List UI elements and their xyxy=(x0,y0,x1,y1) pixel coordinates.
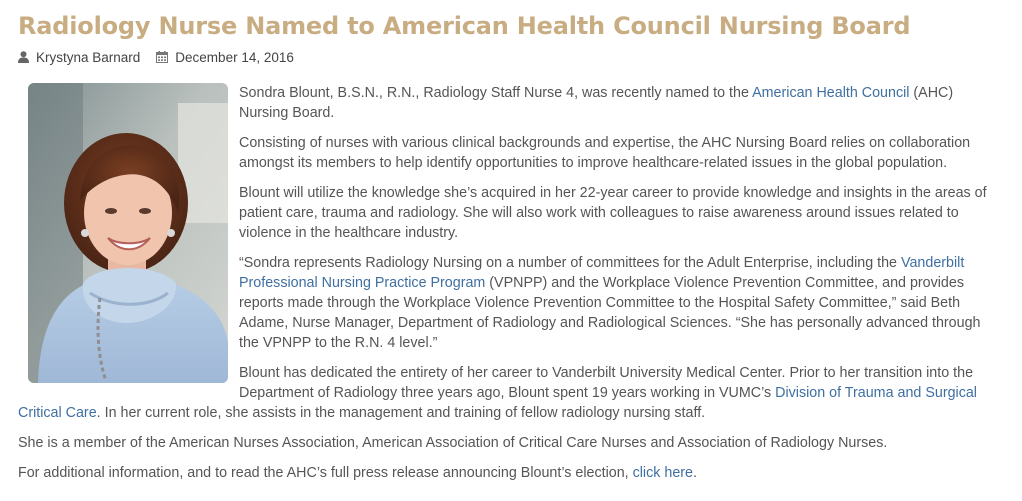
paragraph-6: She is a member of the American Nurses Association, American Association of Critical Care Nurses and Association of Radiology Nurses. xyxy=(18,435,888,451)
date-text: December 14, 2016 xyxy=(175,49,294,65)
user-icon xyxy=(18,51,29,63)
article-meta xyxy=(18,48,1002,66)
vpnpp-link[interactable]: Vanderbilt Professional Nursing Practice Program xyxy=(239,255,965,291)
click-here-link[interactable]: click here xyxy=(632,465,693,481)
paragraph-1: Sondra Blount, B.S.N., R.N., Radiology Staff Nurse 4, was recently named to the American Health Council (AHC) Nursing Board. xyxy=(239,85,954,121)
portrait-image xyxy=(28,83,228,383)
publish-date xyxy=(156,50,294,65)
author-name: Krystyna Barnard xyxy=(36,49,141,65)
paragraph-7: For additional information, and to read the AHC’s full press release announcing Blount’s election, click here. xyxy=(18,465,697,481)
paragraph-5: Blount has dedicated the entirety of her career to Vanderbilt University Medical Center. Prior to her transition into the Department of Radiology three years ago, Blount spent 19 years working in VUMC’s Division of Trauma and Surgical Critical Care. In her current role, she assists in the management and training of fellow radiology nursing staff. xyxy=(18,365,977,421)
calendar-icon xyxy=(156,51,168,63)
paragraph-2: Consisting of nurses with various clinical backgrounds and expertise, the AHC Nursing Board relies on collaboration amongst its members to help identify opportunities to improve healthcare-related issues in the global population. xyxy=(239,135,971,171)
paragraph-4: “Sondra represents Radiology Nursing on a number of committees for the Adult Enterprise, including the Vanderbilt Professional Nursing Practice Program (VPNPP) and the Workplace Violence Prevention Committee, and provides reports made through the Workplace Violence Prevention Committee to the Hospital Safety Committee,” said Beth Adame, Nurse Manager, Department of Radiology and Radiological Sciences. “She has personally advanced through the VPNPP to the R.N. 4 level.” xyxy=(239,255,981,351)
article-body xyxy=(18,83,1002,483)
portrait-photo xyxy=(28,83,228,383)
american-health-council-link[interactable]: American Health Council xyxy=(752,85,910,101)
paragraph-3: Blount will utilize the knowledge she’s acquired in her 22-year career to provide knowledge and insights in the areas of patient care, trauma and radiology. She will also work with colleagues to raise awareness around issues related to violence in the healthcare industry. xyxy=(239,185,987,241)
trauma-division-link[interactable]: Division of Trauma and Surgical Critical Care xyxy=(18,385,977,421)
article-title: Radiology Nurse Named to American Health Council Nursing Board xyxy=(18,12,911,40)
author-byline xyxy=(18,50,140,65)
